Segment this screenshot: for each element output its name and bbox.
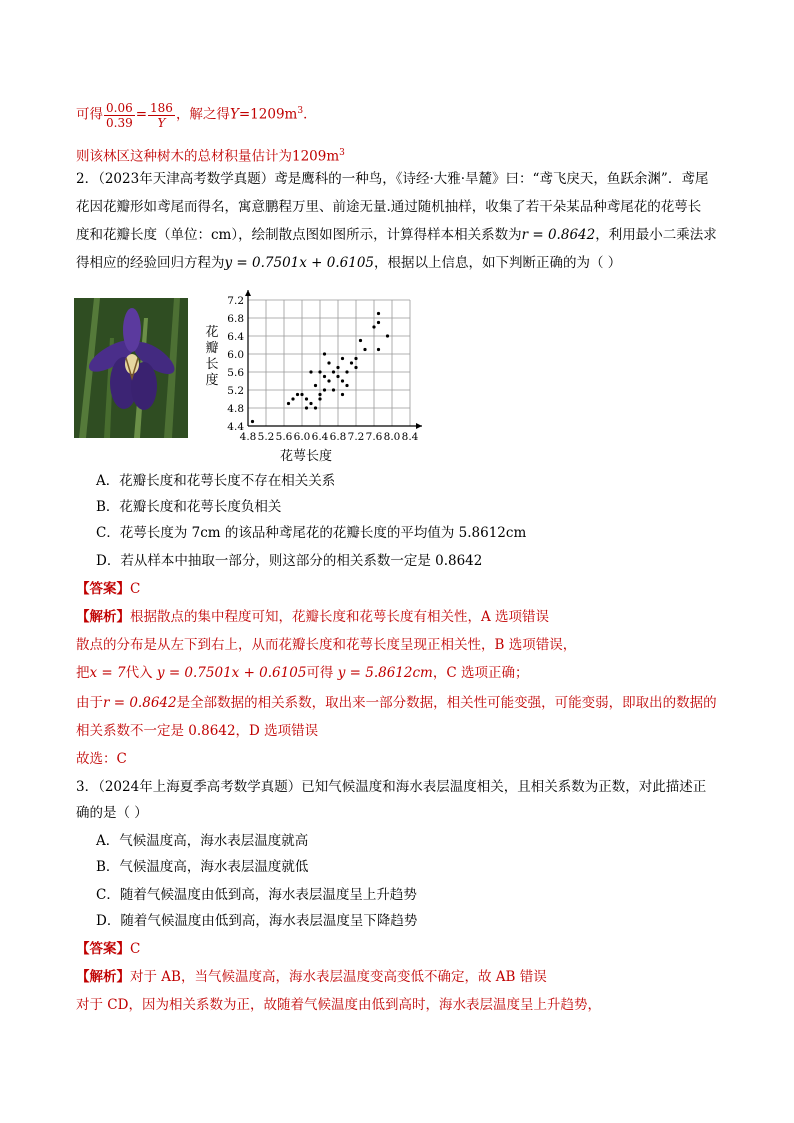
x-tick-label: 6.4 (311, 431, 329, 443)
data-point (363, 348, 366, 351)
x-tick-label: 5.6 (275, 431, 293, 443)
y-tick-label: 6.4 (227, 331, 244, 343)
data-point (309, 402, 312, 405)
y-label-char: 瓣 (205, 341, 219, 356)
q3-stem-line2: 确的是（ ） (76, 805, 148, 821)
solution-line-fraction: 可得 $\frac{0.06}{0.39}$ = $\frac{186}{Y}$ ，解之得$Y=1209m^3$． (76, 100, 317, 130)
data-point (296, 393, 299, 396)
y-label-char: 长 (205, 357, 219, 372)
y-label-char: 花 (205, 325, 219, 340)
q3-option-d: D．随着气候温度由低到高，海水表层温度呈下降趋势 (96, 913, 418, 929)
q2-stem-line1: 2．（2023年天津高考数学真题）鸢是鹰科的一种鸟，《诗经·大雅·旱麓》曰：“鸢飞戾天，鱼跃余渊”．鸢尾 (76, 171, 709, 187)
q3-option-b: B．气候温度高，海水表层温度就低 (96, 859, 309, 875)
x-tick-label: 4.8 (239, 431, 257, 443)
iris-flower-photo (74, 298, 188, 438)
y-tick-label: 4.8 (227, 403, 244, 415)
q2-answer: 【答案】C (76, 581, 141, 597)
data-point (327, 361, 330, 364)
data-point (377, 348, 380, 351)
q3-analysis-line2: 对于 CD，因为相关系数为正，故随着气候温度由低到高时，海水表层温度呈上升趋势， (76, 997, 601, 1013)
text-pre: 可得 (76, 106, 103, 123)
data-point (314, 406, 317, 409)
y-tick-label: 7.2 (227, 295, 244, 307)
data-point (386, 334, 389, 337)
data-point (345, 370, 348, 373)
q3-option-a: A．气候温度高，海水表层温度就高 (96, 833, 309, 849)
y-tick-label: 5.6 (227, 367, 244, 379)
data-point (300, 393, 303, 396)
data-point (354, 366, 357, 369)
data-point (305, 406, 308, 409)
q2-analysis-line4: 由于r = 0.8642是全部数据的相关系数，取出来一部分数据，相关性可能变强，可能变弱，即取出的数据的 (76, 695, 717, 711)
q3-option-c: C．随着气候温度由低到高，海水表层温度呈上升趋势 (96, 887, 417, 903)
data-point (336, 375, 339, 378)
y-tick-label: 6.0 (227, 349, 244, 361)
data-point (318, 370, 321, 373)
q2-analysis-line5: 相关系数不一定是 0.8642，D 选项错误 (76, 723, 319, 739)
q3-answer: 【答案】C (76, 941, 141, 957)
data-point (291, 397, 294, 400)
x-tick-label: 8.4 (401, 431, 419, 443)
data-point (305, 397, 308, 400)
q2-stem-line2: 花因花瓣形如鸢尾而得名，寓意鹏程万里、前途无量.通过随机抽样，收集了若干朵某品种鸢尾花的花萼长 (76, 199, 702, 215)
data-point (377, 321, 380, 324)
data-point (377, 312, 380, 315)
data-point (345, 384, 348, 387)
q3-analysis-line1: 【解析】对于 AB，当气候温度高，海水表层温度变高变低不确定，故 AB 错误 (76, 969, 547, 985)
q2-option-d: D．若从样本中抽取一部分，则这部分的相关系数一定是 0.8642 (96, 553, 483, 569)
data-point (332, 388, 335, 391)
data-point (350, 361, 353, 364)
data-point (287, 402, 290, 405)
fraction-1: $\frac{0.06}{0.39}$ (106, 100, 133, 130)
q2-analysis-line1: 【解析】根据散点的集中程度可知，花瓣长度和花萼长度有相关性，A 选项错误 (76, 609, 550, 625)
q2-option-b: B．花瓣长度和花萼长度负相关 (96, 499, 282, 515)
x-axis-label: 花萼长度 (279, 449, 333, 464)
data-point (323, 375, 326, 378)
data-point (318, 393, 321, 396)
q3-stem-line1: 3．（2024年上海夏季高考数学真题）已知气候温度和海水表层温度相关，且相关系数为正数，对此描述正 (76, 779, 707, 795)
x-tick-label: 6.0 (293, 431, 311, 443)
data-point (323, 352, 326, 355)
x-tick-label: 7.2 (347, 431, 365, 443)
x-tick-labels (240, 431, 419, 443)
data-point (336, 366, 339, 369)
data-point (359, 339, 362, 342)
data-point (341, 379, 344, 382)
x-tick-label: 8.0 (383, 431, 401, 443)
y-tick-labels (227, 295, 244, 433)
y-label-char: 度 (205, 373, 219, 388)
data-point (314, 384, 317, 387)
x-tick-label: 5.2 (257, 431, 275, 443)
data-point (309, 370, 312, 373)
y-tick-label: 4.4 (227, 421, 244, 433)
x-axis-arrow (416, 423, 422, 429)
x-tick-label: 6.8 (329, 431, 347, 443)
data-point (251, 420, 254, 423)
q2-analysis-line6: 故选：C (76, 751, 127, 767)
y-axis-label (205, 325, 218, 388)
data-point (354, 357, 357, 360)
data-point (323, 388, 326, 391)
q2-option-c: C．花萼长度为 7cm 的该品种鸢尾花的花瓣长度的平均值为 5.8612cm (96, 525, 527, 541)
fraction-2: $\frac{186}{Y}$ (150, 100, 173, 130)
data-point (318, 397, 321, 400)
data-point (372, 325, 375, 328)
y-tick-label: 6.8 (227, 313, 244, 325)
scatter-chart (198, 288, 438, 466)
q2-stem-line3: 度和花瓣长度（单位：cm），绘制散点图如图所示，计算得样本相关系数为r = 0.8642，利用最小二乘法求 (76, 227, 717, 243)
y-axis-arrow (245, 290, 251, 296)
y-tick-label: 5.2 (227, 385, 244, 397)
data-point (341, 393, 344, 396)
q2-option-a: A．花瓣长度和花萼长度不存在相关关系 (96, 473, 336, 489)
solution-conclusion: 则该林区这种树木的总材积量估计为$1209m^3$ (76, 148, 345, 165)
q2-analysis-line3: 把x = 7代入 y = 0.7501x + 0.6105可得 y = 5.8612cm，C 选项正确； (76, 665, 529, 681)
data-point (332, 370, 335, 373)
q2-analysis-line2: 散点的分布是从左下到右上，从而花瓣长度和花萼长度呈现正相关性，B 选项错误， (76, 637, 577, 653)
x-tick-label: 7.6 (365, 431, 383, 443)
q2-stem-line4: 得相应的经验回归方程为y = 0.7501x + 0.6105，根据以上信息，如下判断正确的为（ ） (76, 255, 622, 271)
data-point (341, 357, 344, 360)
data-point (327, 379, 330, 382)
